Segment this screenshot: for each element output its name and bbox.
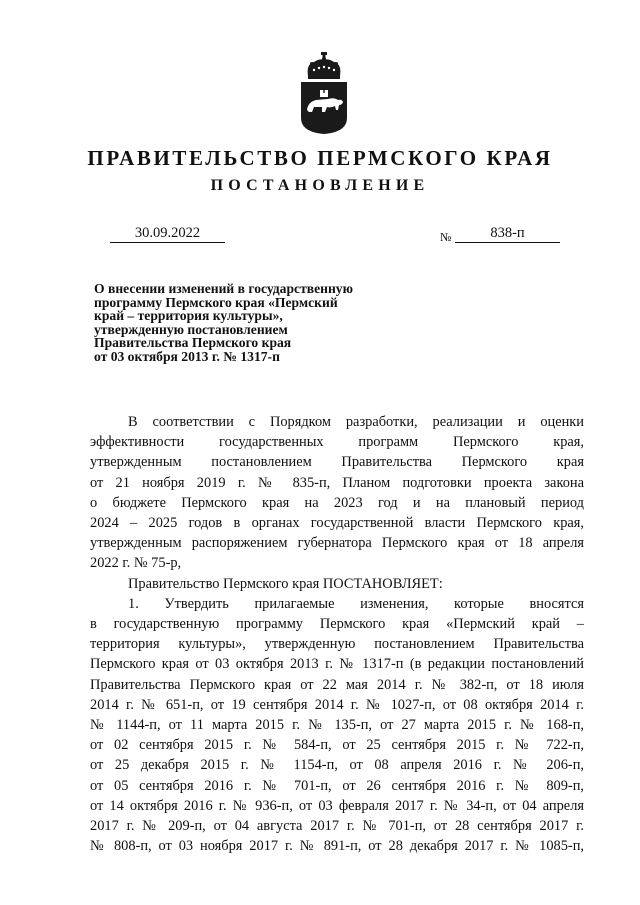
subject-line: Правительства Пермского края [94, 335, 292, 351]
body-line: в государственную программу Пермского края «Пермский край – [90, 616, 584, 633]
body-line: Правительство Пермского края ПОСТАНОВЛЯЕТ: [128, 575, 443, 592]
document-number: 838-п [455, 224, 560, 243]
body-line: 2017 г. № 209-п, от 04 августа 2017 г. № 701-п, от 28 сентября 2017 г. [90, 818, 584, 835]
body-line: от 25 декабря 2015 г. № 1154-п, от 08 апреля 2016 г. № 206-п, [90, 757, 584, 774]
perm-krai-coat-of-arms-icon [294, 52, 354, 134]
subject-line: от 03 октября 2013 г. № 1317-п [94, 348, 280, 364]
document-date: 30.09.2022 [110, 224, 225, 243]
body-line: 2024 – 2025 годов в органах государственной власти Пермского края, [90, 515, 584, 532]
body-line: № 1144-п, от 11 марта 2015 г. № 135-п, от 27 марта 2015 г. № 168-п, [90, 717, 584, 734]
body-line: 2014 г. № 651-п, от 19 сентября 2014 г. № 1027-п, от 08 октября 2014 г. [90, 696, 584, 713]
subject-line: программу Пермского края «Пермский [94, 294, 338, 310]
body-line: 1. Утвердить прилагаемые изменения, которые вносятся [128, 595, 584, 612]
subject-line: край – территория культуры», [94, 308, 283, 324]
body-line: № 808-п, от 03 ноября 2017 г. № 891-п, от 28 декабря 2017 г. № 1085-п, [90, 838, 584, 855]
body-line: утвержденным постановлением Правительства Пермского края [90, 454, 584, 471]
number-sign: № [440, 230, 452, 244]
subject-line: О внесении изменений в государственную [94, 281, 353, 296]
body-line: В соответствии с Порядком разработки, реализации и оценки [128, 414, 584, 430]
body-line: о бюджете Пермского края на 2023 год и на плановый период [90, 494, 584, 511]
body-line: 2022 г. № 75-р, [90, 555, 182, 572]
document-type: ПОСТАНОВЛЕНИЕ [210, 177, 430, 194]
subject-line: утвержденную постановлением [94, 321, 288, 337]
document-subject [94, 282, 414, 364]
body-line: от 14 октября 2016 г. № 936-п, от 03 февраля 2017 г. № 34-п, от 04 апреля [90, 797, 584, 814]
body-line: утвержденным распоряжением губернатора Пермского края от 18 апреля [90, 535, 584, 552]
body-line: от 02 сентября 2015 г. № 584-п, от 25 сентября 2015 г. № 722-п, [90, 737, 584, 754]
government-title: ПРАВИТЕЛЬСТВО ПЕРМСКОГО КРАЯ [87, 146, 553, 170]
body-line: Правительства Пермского края от 22 мая 2014 г. № 382-п, от 18 июля [90, 676, 584, 693]
body-line: от 05 сентября 2016 г. № 701-п, от 26 сентября 2016 г. № 809-п, [90, 777, 584, 794]
body-line: эффективности государственных программ Пермского края, [90, 434, 584, 451]
body-line: Пермского края от 03 октября 2013 г. № 1317-п (в редакции постановлений [90, 656, 584, 673]
body-line: от 21 ноября 2019 г. № 835-п, Планом подготовки проекта закона [90, 474, 584, 491]
document-body [90, 412, 584, 856]
body-line: территория культуры», утвержденную постановлением Правительства [90, 636, 584, 653]
